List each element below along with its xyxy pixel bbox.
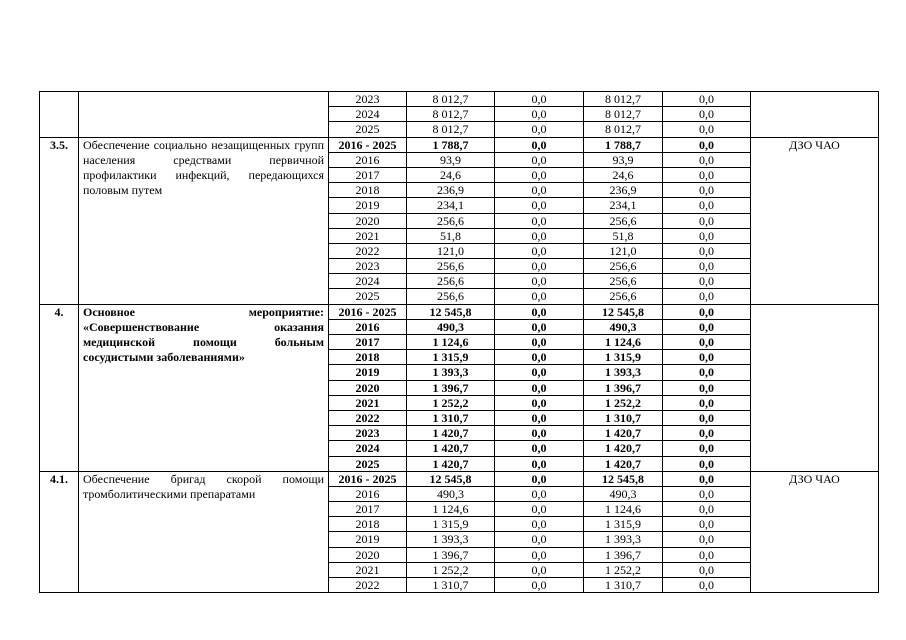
source2-cell: 1 420,7 <box>584 441 663 456</box>
total-cell: 1 393,3 <box>407 365 495 380</box>
source3-cell: 0,0 <box>663 107 751 122</box>
total-cell: 1 420,7 <box>407 441 495 456</box>
source1-cell: 0,0 <box>495 395 584 410</box>
year-cell: 2018 <box>329 517 407 532</box>
year-cell: 2023 <box>329 426 407 441</box>
source1-cell: 0,0 <box>495 228 584 243</box>
total-cell: 1 315,9 <box>407 350 495 365</box>
source1-cell: 0,0 <box>495 167 584 182</box>
source2-cell: 12 545,8 <box>584 304 663 319</box>
source2-cell: 51,8 <box>584 228 663 243</box>
source1-cell: 0,0 <box>495 122 584 137</box>
source2-cell: 1 396,7 <box>584 547 663 562</box>
source3-cell: 0,0 <box>663 471 751 486</box>
source2-cell: 8 012,7 <box>584 107 663 122</box>
source3-cell: 0,0 <box>663 350 751 365</box>
source3-cell: 0,0 <box>663 532 751 547</box>
source2-cell: 490,3 <box>584 319 663 334</box>
source2-cell: 93,9 <box>584 152 663 167</box>
source1-cell: 0,0 <box>495 532 584 547</box>
source3-cell: 0,0 <box>663 395 751 410</box>
source1-cell: 0,0 <box>495 107 584 122</box>
source3-cell: 0,0 <box>663 486 751 501</box>
source3-cell: 0,0 <box>663 578 751 593</box>
responsible-cell <box>751 304 879 471</box>
source2-cell: 8 012,7 <box>584 92 663 107</box>
total-cell: 256,6 <box>407 259 495 274</box>
source3-cell: 0,0 <box>663 122 751 137</box>
responsible-cell: ДЗО ЧАО <box>751 137 879 304</box>
index-cell <box>40 92 79 138</box>
source3-cell: 0,0 <box>663 547 751 562</box>
source3-cell: 0,0 <box>663 562 751 577</box>
total-cell: 1 124,6 <box>407 335 495 350</box>
source3-cell: 0,0 <box>663 183 751 198</box>
source2-cell: 234,1 <box>584 198 663 213</box>
total-cell: 236,9 <box>407 183 495 198</box>
source1-cell: 0,0 <box>495 335 584 350</box>
source3-cell: 0,0 <box>663 198 751 213</box>
year-cell: 2016 - 2025 <box>329 304 407 319</box>
source3-cell: 0,0 <box>663 441 751 456</box>
source2-cell: 1 252,2 <box>584 395 663 410</box>
source1-cell: 0,0 <box>495 502 584 517</box>
year-cell: 2017 <box>329 167 407 182</box>
table-row <box>40 471 879 486</box>
source2-cell: 1 420,7 <box>584 456 663 471</box>
total-cell: 121,0 <box>407 243 495 258</box>
source3-cell: 0,0 <box>663 517 751 532</box>
description-cell: Обеспечение бригад скорой помощи тромболитическими препаратами <box>79 471 329 593</box>
year-cell: 2018 <box>329 350 407 365</box>
year-cell: 2020 <box>329 547 407 562</box>
source3-cell: 0,0 <box>663 426 751 441</box>
year-cell: 2021 <box>329 395 407 410</box>
source1-cell: 0,0 <box>495 471 584 486</box>
total-cell: 51,8 <box>407 228 495 243</box>
year-cell: 2016 - 2025 <box>329 137 407 152</box>
source3-cell: 0,0 <box>663 304 751 319</box>
year-cell: 2024 <box>329 274 407 289</box>
total-cell: 234,1 <box>407 198 495 213</box>
year-cell: 2019 <box>329 365 407 380</box>
source3-cell: 0,0 <box>663 410 751 425</box>
source1-cell: 0,0 <box>495 259 584 274</box>
description-cell: Обеспечение социально незащищенных групп населения средствами первичной профилактики инфекций, передающихся половым путем <box>79 137 329 304</box>
source3-cell: 0,0 <box>663 365 751 380</box>
index-cell: 4. <box>40 304 79 471</box>
total-cell: 1 788,7 <box>407 137 495 152</box>
source3-cell: 0,0 <box>663 137 751 152</box>
total-cell: 490,3 <box>407 319 495 334</box>
year-cell: 2024 <box>329 107 407 122</box>
year-cell: 2016 <box>329 319 407 334</box>
source2-cell: 1 310,7 <box>584 410 663 425</box>
source1-cell: 0,0 <box>495 243 584 258</box>
source1-cell: 0,0 <box>495 319 584 334</box>
total-cell: 256,6 <box>407 213 495 228</box>
source3-cell: 0,0 <box>663 319 751 334</box>
year-cell: 2024 <box>329 441 407 456</box>
total-cell: 490,3 <box>407 486 495 501</box>
index-cell: 3.5. <box>40 137 79 304</box>
description-cell: Основное мероприятие: «Совершенствование оказания медицинской помощи больным сосудистыми заболеваниями» <box>79 304 329 471</box>
year-cell: 2022 <box>329 578 407 593</box>
source3-cell: 0,0 <box>663 380 751 395</box>
source1-cell: 0,0 <box>495 152 584 167</box>
source3-cell: 0,0 <box>663 289 751 304</box>
responsible-cell: ДЗО ЧАО <box>751 471 879 593</box>
total-cell: 1 124,6 <box>407 502 495 517</box>
source1-cell: 0,0 <box>495 410 584 425</box>
total-cell: 1 252,2 <box>407 562 495 577</box>
responsible-cell <box>751 92 879 138</box>
description-cell <box>79 92 329 138</box>
total-cell: 256,6 <box>407 274 495 289</box>
source2-cell: 1 252,2 <box>584 562 663 577</box>
total-cell: 1 396,7 <box>407 547 495 562</box>
source2-cell: 1 124,6 <box>584 502 663 517</box>
source2-cell: 256,6 <box>584 213 663 228</box>
year-cell: 2021 <box>329 228 407 243</box>
year-cell: 2020 <box>329 380 407 395</box>
source2-cell: 121,0 <box>584 243 663 258</box>
source1-cell: 0,0 <box>495 198 584 213</box>
total-cell: 1 310,7 <box>407 578 495 593</box>
total-cell: 1 252,2 <box>407 395 495 410</box>
year-cell: 2016 <box>329 152 407 167</box>
source3-cell: 0,0 <box>663 335 751 350</box>
source1-cell: 0,0 <box>495 517 584 532</box>
source2-cell: 24,6 <box>584 167 663 182</box>
year-cell: 2025 <box>329 289 407 304</box>
source1-cell: 0,0 <box>495 137 584 152</box>
table-row <box>40 92 879 107</box>
source1-cell: 0,0 <box>495 578 584 593</box>
source1-cell: 0,0 <box>495 304 584 319</box>
source2-cell: 12 545,8 <box>584 471 663 486</box>
budget-table <box>39 91 879 593</box>
source1-cell: 0,0 <box>495 274 584 289</box>
source2-cell: 1 315,9 <box>584 350 663 365</box>
source2-cell: 1 124,6 <box>584 335 663 350</box>
source1-cell: 0,0 <box>495 426 584 441</box>
source3-cell: 0,0 <box>663 274 751 289</box>
total-cell: 1 420,7 <box>407 456 495 471</box>
source1-cell: 0,0 <box>495 213 584 228</box>
source1-cell: 0,0 <box>495 441 584 456</box>
total-cell: 1 393,3 <box>407 532 495 547</box>
year-cell: 2022 <box>329 243 407 258</box>
year-cell: 2017 <box>329 335 407 350</box>
source1-cell: 0,0 <box>495 380 584 395</box>
year-cell: 2018 <box>329 183 407 198</box>
total-cell: 8 012,7 <box>407 107 495 122</box>
year-cell: 2025 <box>329 122 407 137</box>
year-cell: 2022 <box>329 410 407 425</box>
total-cell: 8 012,7 <box>407 92 495 107</box>
source2-cell: 236,9 <box>584 183 663 198</box>
year-cell: 2023 <box>329 259 407 274</box>
year-cell: 2017 <box>329 502 407 517</box>
total-cell: 93,9 <box>407 152 495 167</box>
document-page <box>39 91 878 600</box>
total-cell: 1 420,7 <box>407 426 495 441</box>
total-cell: 1 310,7 <box>407 410 495 425</box>
source3-cell: 0,0 <box>663 456 751 471</box>
source2-cell: 256,6 <box>584 274 663 289</box>
source2-cell: 1 420,7 <box>584 426 663 441</box>
year-cell: 2021 <box>329 562 407 577</box>
source2-cell: 1 788,7 <box>584 137 663 152</box>
year-cell: 2023 <box>329 92 407 107</box>
year-cell: 2016 - 2025 <box>329 471 407 486</box>
source1-cell: 0,0 <box>495 562 584 577</box>
year-cell: 2016 <box>329 486 407 501</box>
source1-cell: 0,0 <box>495 456 584 471</box>
source3-cell: 0,0 <box>663 259 751 274</box>
source3-cell: 0,0 <box>663 502 751 517</box>
total-cell: 12 545,8 <box>407 471 495 486</box>
total-cell: 1 315,9 <box>407 517 495 532</box>
source3-cell: 0,0 <box>663 152 751 167</box>
total-cell: 24,6 <box>407 167 495 182</box>
total-cell: 256,6 <box>407 289 495 304</box>
year-cell: 2020 <box>329 213 407 228</box>
source3-cell: 0,0 <box>663 228 751 243</box>
total-cell: 1 396,7 <box>407 380 495 395</box>
year-cell: 2019 <box>329 532 407 547</box>
source2-cell: 256,6 <box>584 289 663 304</box>
year-cell: 2019 <box>329 198 407 213</box>
source3-cell: 0,0 <box>663 243 751 258</box>
source1-cell: 0,0 <box>495 547 584 562</box>
table-row <box>40 304 879 319</box>
source3-cell: 0,0 <box>663 213 751 228</box>
source1-cell: 0,0 <box>495 183 584 198</box>
source1-cell: 0,0 <box>495 486 584 501</box>
table-row <box>40 137 879 152</box>
source2-cell: 1 396,7 <box>584 380 663 395</box>
total-cell: 8 012,7 <box>407 122 495 137</box>
source1-cell: 0,0 <box>495 92 584 107</box>
source2-cell: 256,6 <box>584 259 663 274</box>
source2-cell: 8 012,7 <box>584 122 663 137</box>
source2-cell: 1 310,7 <box>584 578 663 593</box>
source3-cell: 0,0 <box>663 167 751 182</box>
index-cell: 4.1. <box>40 471 79 593</box>
source1-cell: 0,0 <box>495 289 584 304</box>
source2-cell: 490,3 <box>584 486 663 501</box>
source3-cell: 0,0 <box>663 92 751 107</box>
source1-cell: 0,0 <box>495 350 584 365</box>
year-cell: 2025 <box>329 456 407 471</box>
source1-cell: 0,0 <box>495 365 584 380</box>
total-cell: 12 545,8 <box>407 304 495 319</box>
source2-cell: 1 393,3 <box>584 365 663 380</box>
source2-cell: 1 315,9 <box>584 517 663 532</box>
source2-cell: 1 393,3 <box>584 532 663 547</box>
